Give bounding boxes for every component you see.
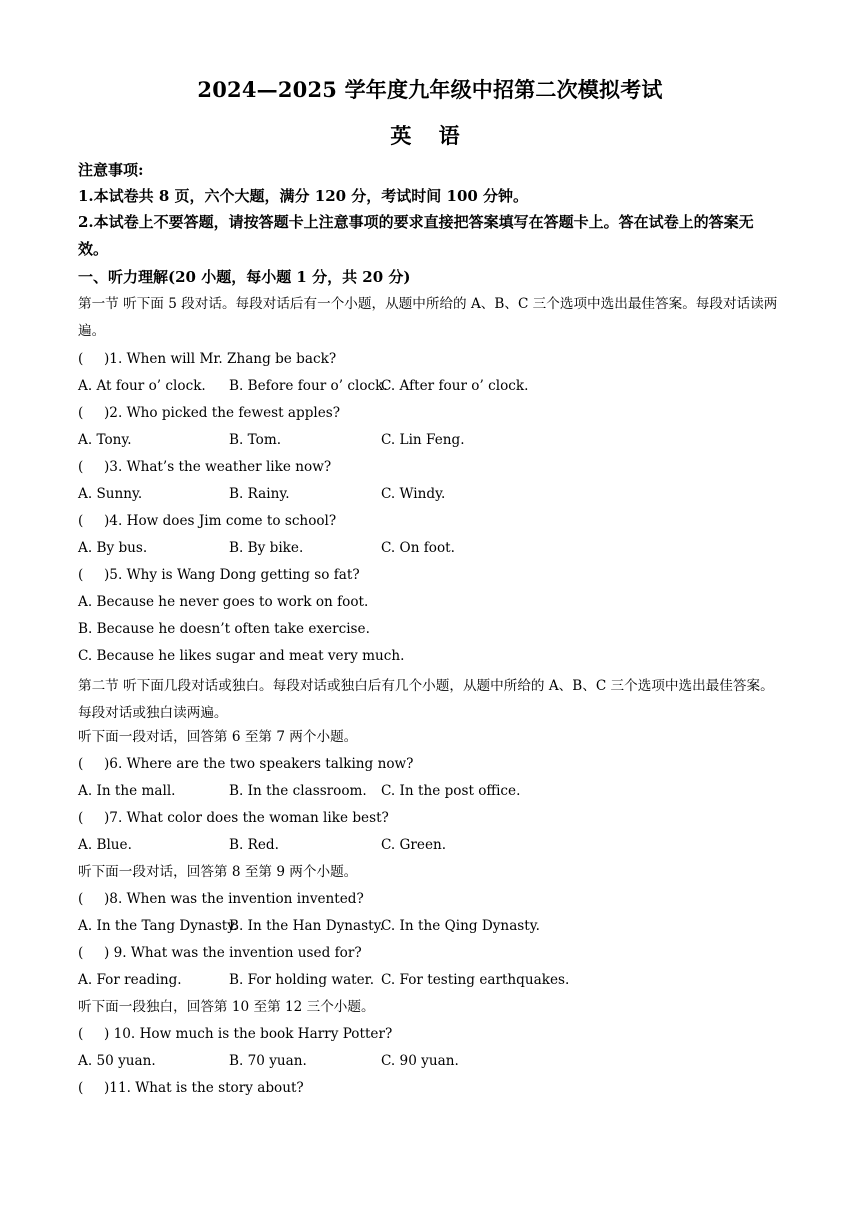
option-a: A. In the mall. [78, 783, 176, 799]
option-c: C. For testing earthquakes. [381, 972, 570, 988]
question-text: ) 9. What was the invention used for? [104, 945, 362, 961]
note-item: 1.本试卷共 8 页，六个大题，满分 120 分，考试时间 100 分钟。 [78, 187, 529, 205]
option-b: B. 70 yuan. [229, 1053, 307, 1069]
question-stem [78, 808, 389, 828]
question-text: ) 10. How much is the book Harry Potter? [104, 1026, 393, 1042]
option-c: C. In the Qing Dynasty. [381, 918, 540, 934]
option-a: A. Blue. [78, 837, 132, 853]
option-c: C. Windy. [381, 486, 446, 502]
option-a: A. In the Tang Dynasty. [78, 918, 238, 934]
question-stem [78, 754, 413, 774]
subject-title: 英 语 [390, 123, 470, 148]
question-text: )1. When will Mr. Zhang be back? [104, 351, 337, 367]
note-item: 2.本试卷上不要答题，请按答题卡上注意事项的要求直接把答案填写在答题卡上。答在试卷上的答案无效。 [78, 213, 754, 258]
notes-heading: 注意事项: [78, 161, 144, 179]
option-a: A. At four o’ clock. [78, 378, 206, 394]
question-text: )5. Why is Wang Dong getting so fat? [104, 567, 360, 583]
option-a: A. Tony. [78, 432, 132, 448]
sub-instruction: 听下面一段对话，回答第 6 至第 7 两个小题。 [78, 729, 358, 745]
exam-title: 2024—2025 学年度九年级中招第二次模拟考试 [197, 77, 663, 102]
question-stem [78, 1024, 392, 1044]
option-c: C. Because he likes sugar and meat very much. [78, 648, 405, 664]
sub-instruction: 听下面一段对话，回答第 8 至第 9 两个小题。 [78, 864, 358, 880]
option-c: C. Lin Feng. [381, 432, 465, 448]
answer-blank: ( [78, 567, 84, 583]
answer-blank: ( [78, 891, 84, 907]
option-a: A. 50 yuan. [78, 1053, 156, 1069]
question-stem [78, 889, 364, 909]
option-c: C. On foot. [381, 540, 455, 556]
option-b: B. Red. [229, 837, 279, 853]
option-b: B. Rainy. [229, 486, 290, 502]
option-b: B. In the classroom. [229, 783, 367, 799]
option-c: C. Green. [381, 837, 447, 853]
option-a: A. Because he never goes to work on foot. [78, 594, 369, 610]
question-text: )6. Where are the two speakers talking now? [104, 756, 414, 772]
question-stem [78, 349, 336, 369]
option-b: B. For holding water. [229, 972, 375, 988]
option-b: B. Tom. [229, 432, 282, 448]
question-stem [78, 457, 331, 477]
option-a: A. By bus. [78, 540, 148, 556]
question-text: )8. When was the invention invented? [104, 891, 364, 907]
option-c: C. In the post office. [381, 783, 521, 799]
answer-blank: ( [78, 945, 84, 961]
option-b: B. By bike. [229, 540, 304, 556]
option-a: A. Sunny. [78, 486, 143, 502]
option-c: C. After four o’ clock. [381, 378, 529, 394]
option-c: C. 90 yuan. [381, 1053, 459, 1069]
answer-blank: ( [78, 810, 84, 826]
sub-instruction: 听下面一段独白，回答第 10 至第 12 三个小题。 [78, 999, 375, 1015]
question-text: )4. How does Jim come to school? [104, 513, 337, 529]
option-a: A. For reading. [78, 972, 182, 988]
option-b: B. In the Han Dynasty. [229, 918, 384, 934]
question-stem [78, 403, 340, 423]
option-b: B. Because he doesn’t often take exercise. [78, 621, 370, 637]
question-text: )3. What’s the weather like now? [104, 459, 332, 475]
answer-blank: ( [78, 1026, 84, 1042]
section-heading: 一、听力理解(20 小题，每小题 1 分，共 20 分) [78, 268, 411, 286]
question-stem [78, 943, 362, 963]
question-stem [78, 511, 336, 531]
answer-blank: ( [78, 756, 84, 772]
answer-blank: ( [78, 459, 84, 475]
answer-blank: ( [78, 1080, 84, 1096]
answer-blank: ( [78, 513, 84, 529]
question-text: )2. Who picked the fewest apples? [104, 405, 341, 421]
question-stem [78, 1078, 304, 1098]
answer-blank: ( [78, 351, 84, 367]
part2-intro: 第二节 听下面几段对话或独白。每段对话或独白后有几个小题，从题中所给的 A、B、C 三个选项中选出最佳答案。每段对话或独白读两遍。 [78, 678, 774, 721]
question-stem [78, 565, 360, 585]
option-b: B. Before four o’ clock. [229, 378, 388, 394]
question-text: )7. What color does the woman like best? [104, 810, 389, 826]
part1-intro: 第一节 听下面 5 段对话。每段对话后有一个小题，从题中所给的 A、B、C 三个选项中选出最佳答案。每段对话读两遍。 [78, 296, 778, 339]
answer-blank: ( [78, 405, 84, 421]
question-text: )11. What is the story about? [104, 1080, 304, 1096]
